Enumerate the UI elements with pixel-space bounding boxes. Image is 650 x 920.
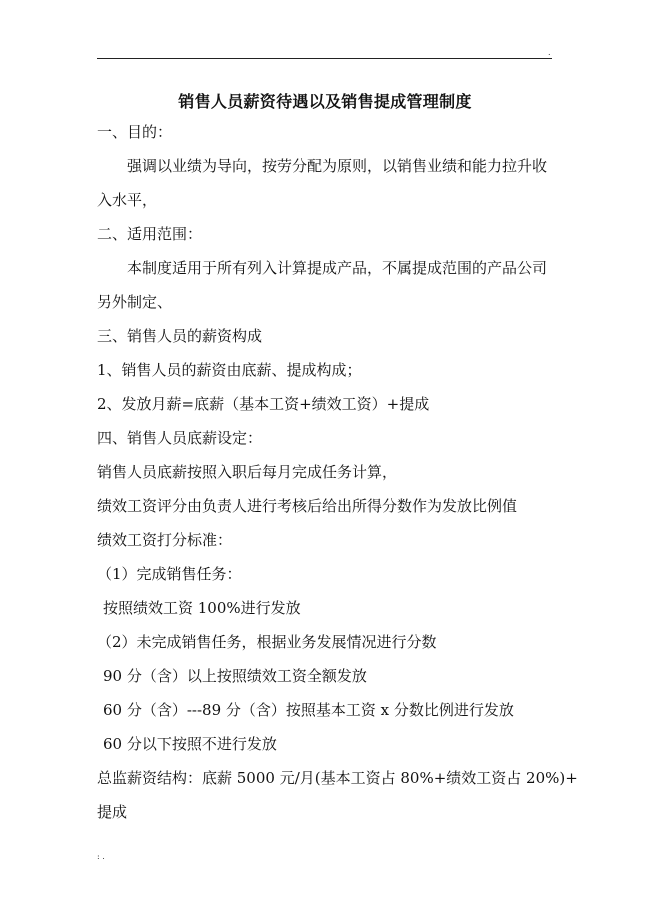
paragraph-line: 入水平， xyxy=(97,191,158,209)
section-heading: 三、销售人员的薪资构成 xyxy=(97,327,263,345)
paragraph-line: 60 分以下按照不进行发放 xyxy=(103,735,277,753)
paragraph-line: 绩效工资评分由负责人进行考核后给出所得分数作为发放比例值 xyxy=(97,497,518,515)
header-mark: . xyxy=(548,48,551,57)
paragraph-line: 绩效工资打分标准： xyxy=(97,531,233,549)
header-rule xyxy=(97,58,552,59)
paragraph-line: 本制度适用于所有列入计算提成产品，不属提成范围的产品公司 xyxy=(127,259,548,277)
paragraph-line: 销售人员底薪按照入职后每月完成任务计算， xyxy=(97,463,398,481)
list-item: （1）完成销售任务： xyxy=(97,565,242,583)
section-heading: 一、目的： xyxy=(97,123,173,141)
list-item: 1、销售人员的薪资由底薪、提成构成； xyxy=(97,361,362,379)
list-item: 2、发放月薪=底薪（基本工资+绩效工资）+提成 xyxy=(97,395,430,413)
section-heading: 四、销售人员底薪设定： xyxy=(97,429,263,447)
document-title: 销售人员薪资待遇以及销售提成管理制度 xyxy=(178,92,472,111)
section-heading: 二、适用范围： xyxy=(97,225,203,243)
paragraph-line: 按照绩效工资 100%进行发放 xyxy=(103,599,301,617)
paragraph-line: 强调以业绩为导向，按劳分配为原则，以销售业绩和能力拉升收 xyxy=(127,157,548,175)
paragraph-line: 90 分（含）以上按照绩效工资全额发放 xyxy=(103,667,367,685)
list-item: （2）未完成销售任务，根据业务发展情况进行分数 xyxy=(97,633,437,651)
paragraph-line: 另外制定、 xyxy=(97,293,173,311)
paragraph-line: 60 分（含）---89 分（含）按照基本工资 x 分数比例进行发放 xyxy=(103,701,514,719)
footer-mark: : . xyxy=(97,852,105,861)
paragraph-line: 提成 xyxy=(97,803,128,821)
paragraph-line: 总监薪资结构：底薪 5000 元/月(基本工资占 80%+绩效工资占 20%)+ xyxy=(97,769,578,787)
